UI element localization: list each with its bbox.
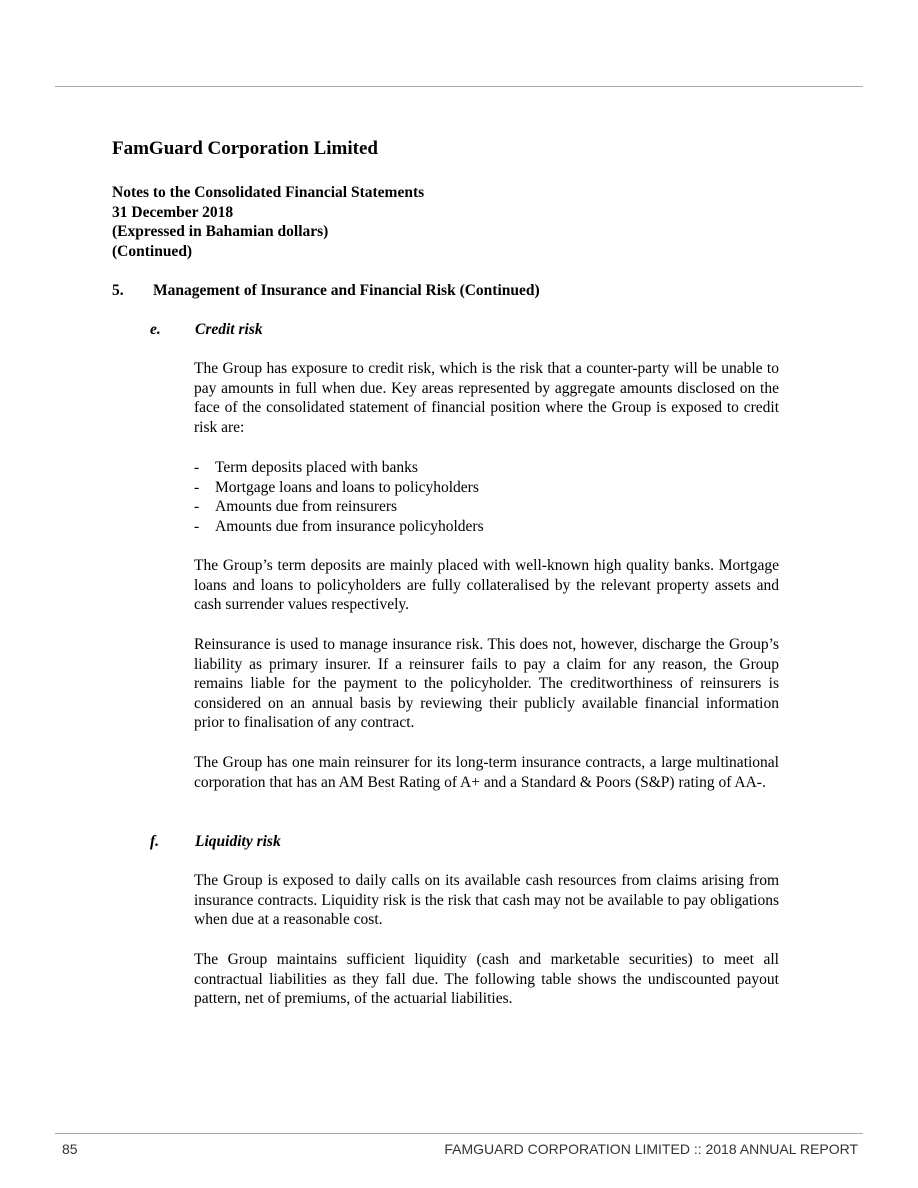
statement-heading — [112, 183, 424, 261]
credit-risk-paragraph-deposits: The Group’s term deposits are mainly placed with well-known high quality banks. Mortgage loans and loans to policyholders are fully collateralised by the relevant property assets and cash surrender values respectively. — [194, 557, 779, 614]
list-item — [194, 517, 484, 537]
list-item-text: Term deposits placed with banks — [215, 459, 418, 476]
footer-divider — [55, 1133, 863, 1134]
liquidity-risk-title: Liquidity risk — [195, 833, 281, 850]
list-item-text: Mortgage loans and loans to policyholders — [215, 478, 479, 496]
heading-line-continued: (Continued) — [112, 242, 193, 260]
bullet-marker: - — [194, 459, 200, 476]
section-number: 5. — [112, 282, 124, 299]
credit-risk-intro: The Group has exposure to credit risk, which is the risk that a counter-party will be unable to pay amounts in full when due. Key areas represented by aggregate amounts disclosed on the face of the consolidated statement of financial position where the Group is exposed to credit risk are: — [194, 360, 779, 436]
bullet-marker: - — [194, 478, 200, 496]
heading-line-currency: (Expressed in Bahamian dollars) — [112, 223, 329, 241]
liquidity-risk-letter: f. — [150, 833, 160, 850]
heading-line-date: 31 December 2018 — [112, 203, 234, 221]
section-title: Management of Insurance and Financial Risk (Continued) — [153, 282, 540, 299]
heading-line-title: Notes to the Consolidated Financial Statements — [112, 184, 425, 201]
liquidity-risk-paragraph-sufficiency: The Group maintains sufficient liquidity (cash and marketable securities) to meet all contractual liabilities as they fall due. The following table shows the undiscounted payout pattern, net of premiums, of the actuarial liabilities. — [194, 951, 779, 1008]
list-item-text: Amounts due from reinsurers — [215, 498, 398, 516]
liquidity-risk-paragraph-exposure: The Group is exposed to daily calls on its available cash resources from claims arising from insurance contracts. Liquidity risk is the risk that cash may not be available to pay obligations when due at a reasonable cost. — [194, 872, 779, 929]
credit-risk-letter: e. — [150, 321, 161, 338]
list-item — [194, 497, 484, 517]
bullet-marker: - — [194, 498, 200, 516]
page-number: 85 — [62, 1141, 78, 1157]
credit-risk-list — [194, 458, 484, 536]
header-divider — [55, 86, 863, 87]
credit-risk-paragraph-reinsurer-rating: The Group has one main reinsurer for its long-term insurance contracts, a large multinational corporation that has an AM Best Rating of A+ and a Standard & Poors (S&P) rating of AA-. — [194, 754, 779, 791]
list-item-text: Amounts due from insurance policyholders — [215, 517, 484, 535]
credit-risk-title: Credit risk — [195, 321, 263, 338]
company-name: FamGuard Corporation Limited — [112, 138, 378, 159]
footer-report-title: FAMGUARD CORPORATION LIMITED :: 2018 ANNUAL REPORT — [444, 1141, 858, 1157]
bullet-marker: - — [194, 517, 200, 535]
list-item — [194, 478, 484, 498]
credit-risk-paragraph-reinsurance: Reinsurance is used to manage insurance risk. This does not, however, discharge the Group’s liability as primary insurer. If a reinsurer fails to pay a claim for any reason, the Group remains liable for the payment to the policyholder. The creditworthiness of reinsurers is considered on an annual basis by reviewing their publicly available financial information prior to finalisation of any contract. — [194, 636, 779, 732]
list-item — [194, 458, 484, 478]
